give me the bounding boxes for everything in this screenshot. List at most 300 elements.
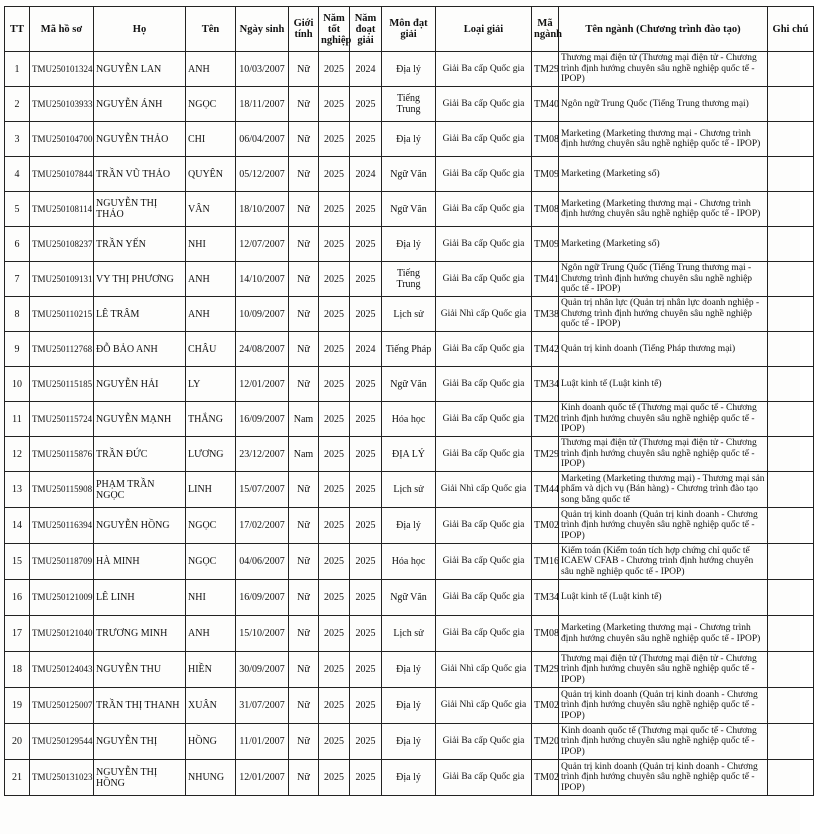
graduation-year-cell: 2025 [319,580,350,616]
major-code-cell: TM20 [532,402,559,437]
award-year-cell: 2025 [350,688,382,724]
birth-date-cell: 15/07/2007 [236,472,289,508]
major-code-cell: TM02 [532,508,559,544]
record-code-cell: TMU250109131 [30,262,94,297]
note-cell [768,402,814,437]
record-code-cell: TMU250104700 [30,122,94,157]
table-row [5,262,814,297]
birth-date-cell: 18/11/2007 [236,87,289,122]
graduation-year-cell: 2025 [319,297,350,332]
header-ghi-chu: Ghi chú [768,7,814,52]
header-nam-tot-nghiep: Năm tốt nghiệp [319,7,350,52]
major-name-cell: Ngôn ngữ Trung Quốc (Tiếng Trung thương mại - Chương trình định hướng chuyên sâu nghề nghiệp quốc tế - IPOP) [559,262,768,297]
award-subject-cell: Hóa học [382,544,436,580]
family-name-cell: HÀ MINH [94,544,186,580]
award-type-cell: Giải Ba cấp Quốc gia [436,760,532,796]
family-name-cell: TRẦN VŨ THẢO [94,157,186,192]
record-code-cell: TMU250108114 [30,192,94,227]
family-name-cell: TRẦN THỊ THANH [94,688,186,724]
table-row [5,87,814,122]
family-name-cell: NGUYỄN ÁNH [94,87,186,122]
graduation-year-cell: 2025 [319,87,350,122]
record-code-cell: TMU250108237 [30,227,94,262]
award-year-cell: 2024 [350,52,382,87]
record-code-cell: TMU250131023 [30,760,94,796]
family-name-cell: PHẠM TRẦN NGỌC [94,472,186,508]
birth-date-cell: 14/10/2007 [236,262,289,297]
given-name-cell: LY [186,367,236,402]
family-name-cell: NGUYỄN THẢO [94,122,186,157]
family-name-cell: VY THỊ PHƯƠNG [94,262,186,297]
award-type-cell: Giải Nhì cấp Quốc gia [436,688,532,724]
note-cell [768,616,814,652]
birth-date-cell: 24/08/2007 [236,332,289,367]
award-type-cell: Giải Ba cấp Quốc gia [436,544,532,580]
graduation-year-cell: 2025 [319,262,350,297]
major-code-cell: TM02 [532,688,559,724]
award-type-cell: Giải Ba cấp Quốc gia [436,52,532,87]
gender-cell: Nam [289,437,319,472]
note-cell [768,367,814,402]
note-cell [768,297,814,332]
award-year-cell: 2024 [350,157,382,192]
family-name-cell: NGUYỄN HẢI [94,367,186,402]
major-name-cell: Quản trị kinh doanh (Quản trị kinh doanh - Chương trình định hướng chuyên sâu nghề nghiệp quốc tế - IPOP) [559,688,768,724]
table-row [5,437,814,472]
given-name-cell: LINH [186,472,236,508]
awards-table [4,6,814,796]
birth-date-cell: 06/04/2007 [236,122,289,157]
graduation-year-cell: 2025 [319,52,350,87]
award-type-cell: Giải Ba cấp Quốc gia [436,580,532,616]
record-code-cell: TMU250118709 [30,544,94,580]
row-number-cell: 10 [5,367,30,402]
row-number-cell: 12 [5,437,30,472]
award-type-cell: Giải Nhì cấp Quốc gia [436,297,532,332]
given-name-cell: LƯƠNG [186,437,236,472]
birth-date-cell: 11/01/2007 [236,724,289,760]
header-ma-ho-so: Mã hồ sơ [30,7,94,52]
note-cell [768,122,814,157]
table-row [5,52,814,87]
award-subject-cell: Địa lý [382,122,436,157]
row-number-cell: 5 [5,192,30,227]
note-cell [768,472,814,508]
graduation-year-cell: 2025 [319,192,350,227]
row-number-cell: 6 [5,227,30,262]
major-code-cell: TM08 [532,122,559,157]
header-loai-giai: Loại giải [436,7,532,52]
gender-cell: Nữ [289,580,319,616]
row-number-cell: 15 [5,544,30,580]
award-subject-cell: ĐỊA LÝ [382,437,436,472]
award-subject-cell: Địa lý [382,688,436,724]
award-year-cell: 2025 [350,192,382,227]
given-name-cell: NGỌC [186,87,236,122]
graduation-year-cell: 2025 [319,402,350,437]
award-subject-cell: Địa lý [382,652,436,688]
major-code-cell: TM42 [532,332,559,367]
major-name-cell: Marketing (Marketing số) [559,157,768,192]
birth-date-cell: 05/12/2007 [236,157,289,192]
given-name-cell: CHÂU [186,332,236,367]
graduation-year-cell: 2025 [319,367,350,402]
award-type-cell: Giải Ba cấp Quốc gia [436,87,532,122]
note-cell [768,52,814,87]
table-row [5,402,814,437]
birth-date-cell: 16/09/2007 [236,402,289,437]
header-mon-dat-giai: Môn đạt giải [382,7,436,52]
given-name-cell: NHI [186,227,236,262]
table-row [5,688,814,724]
award-year-cell: 2025 [350,724,382,760]
record-code-cell: TMU250115908 [30,472,94,508]
gender-cell: Nữ [289,616,319,652]
row-number-cell: 1 [5,52,30,87]
award-subject-cell: Lịch sử [382,616,436,652]
row-number-cell: 17 [5,616,30,652]
award-year-cell: 2025 [350,262,382,297]
major-code-cell: TM09 [532,227,559,262]
table-row [5,297,814,332]
gender-cell: Nữ [289,508,319,544]
major-code-cell: TM02 [532,760,559,796]
birth-date-cell: 16/09/2007 [236,580,289,616]
major-code-cell: TM38 [532,297,559,332]
major-name-cell: Quản trị kinh doanh (Quản trị kinh doanh - Chương trình định hướng chuyên sâu nghề nghiệp quốc tế - IPOP) [559,760,768,796]
gender-cell: Nữ [289,297,319,332]
award-type-cell: Giải Ba cấp Quốc gia [436,262,532,297]
major-code-cell: TM29 [532,652,559,688]
major-code-cell: TM09 [532,157,559,192]
major-name-cell: Quản trị nhân lực (Quản trị nhân lực doanh nghiệp - Chương trình định hướng chuyên sâu nghề nghiệp quốc tế - IPOP) [559,297,768,332]
award-type-cell: Giải Ba cấp Quốc gia [436,332,532,367]
gender-cell: Nữ [289,262,319,297]
note-cell [768,652,814,688]
gender-cell: Nữ [289,688,319,724]
birth-date-cell: 10/03/2007 [236,52,289,87]
major-name-cell: Quản trị kinh doanh (Quản trị kinh doanh - Chương trình định hướng chuyên sâu nghề nghiệp quốc tế - IPOP) [559,508,768,544]
birth-date-cell: 18/10/2007 [236,192,289,227]
gender-cell: Nữ [289,760,319,796]
note-cell [768,760,814,796]
graduation-year-cell: 2025 [319,760,350,796]
table-body [5,52,814,796]
award-type-cell: Giải Ba cấp Quốc gia [436,402,532,437]
header-ho: Họ [94,7,186,52]
award-subject-cell: Hóa học [382,402,436,437]
header-tt: TT [5,7,30,52]
major-name-cell: Luật kinh tế (Luật kinh tế) [559,367,768,402]
row-number-cell: 18 [5,652,30,688]
birth-date-cell: 10/09/2007 [236,297,289,332]
graduation-year-cell: 2025 [319,437,350,472]
graduation-year-cell: 2025 [319,332,350,367]
birth-date-cell: 17/02/2007 [236,508,289,544]
award-year-cell: 2025 [350,652,382,688]
birth-date-cell: 12/01/2007 [236,367,289,402]
family-name-cell: TRẦN ĐỨC [94,437,186,472]
gender-cell: Nữ [289,544,319,580]
gender-cell: Nữ [289,367,319,402]
table-row [5,192,814,227]
family-name-cell: LÊ TRÂM [94,297,186,332]
gender-cell: Nữ [289,52,319,87]
given-name-cell: THẮNG [186,402,236,437]
family-name-cell: NGUYỄN HỒNG [94,508,186,544]
award-year-cell: 2025 [350,227,382,262]
row-number-cell: 9 [5,332,30,367]
given-name-cell: QUYÊN [186,157,236,192]
award-type-cell: Giải Ba cấp Quốc gia [436,227,532,262]
major-name-cell: Thương mại điện tử (Thương mại điện tử - Chương trình định hướng chuyên sâu nghề nghiệp quốc tế - IPOP) [559,652,768,688]
family-name-cell: TRƯƠNG MINH [94,616,186,652]
header-ten-nganh: Tên ngành (Chương trình đào tạo) [559,7,768,52]
row-number-cell: 4 [5,157,30,192]
record-code-cell: TMU250101324 [30,52,94,87]
record-code-cell: TMU250121040 [30,616,94,652]
row-number-cell: 11 [5,402,30,437]
birth-date-cell: 23/12/2007 [236,437,289,472]
major-name-cell: Luật kinh tế (Luật kinh tế) [559,580,768,616]
given-name-cell: HIỀN [186,652,236,688]
record-code-cell: TMU250112768 [30,332,94,367]
award-subject-cell: Ngữ Văn [382,367,436,402]
gender-cell: Nữ [289,87,319,122]
note-cell [768,508,814,544]
award-year-cell: 2024 [350,332,382,367]
award-subject-cell: Địa lý [382,227,436,262]
gender-cell: Nữ [289,472,319,508]
graduation-year-cell: 2025 [319,227,350,262]
major-code-cell: TM16 [532,544,559,580]
record-code-cell: TMU250116394 [30,508,94,544]
graduation-year-cell: 2025 [319,472,350,508]
family-name-cell: NGUYỄN THỊ THẢO [94,192,186,227]
award-subject-cell: Lịch sử [382,297,436,332]
record-code-cell: TMU250110215 [30,297,94,332]
given-name-cell: ANH [186,52,236,87]
family-name-cell: NGUYỄN THỊ [94,724,186,760]
major-name-cell: Quản trị kinh doanh (Tiếng Pháp thương mại) [559,332,768,367]
gender-cell: Nữ [289,157,319,192]
note-cell [768,688,814,724]
award-subject-cell: Lịch sử [382,472,436,508]
given-name-cell: NGỌC [186,508,236,544]
table-row [5,227,814,262]
row-number-cell: 7 [5,262,30,297]
family-name-cell: TRẦN YẾN [94,227,186,262]
award-year-cell: 2025 [350,367,382,402]
birth-date-cell: 12/07/2007 [236,227,289,262]
table-row [5,367,814,402]
note-cell [768,262,814,297]
table-row [5,472,814,508]
given-name-cell: XUÂN [186,688,236,724]
row-number-cell: 13 [5,472,30,508]
given-name-cell: NGỌC [186,544,236,580]
table-row [5,652,814,688]
award-year-cell: 2025 [350,122,382,157]
gender-cell: Nữ [289,332,319,367]
row-number-cell: 20 [5,724,30,760]
family-name-cell: NGUYỄN THỊ HỒNG [94,760,186,796]
row-number-cell: 14 [5,508,30,544]
row-number-cell: 2 [5,87,30,122]
row-number-cell: 21 [5,760,30,796]
gender-cell: Nữ [289,652,319,688]
table-row [5,760,814,796]
award-subject-cell: Địa lý [382,760,436,796]
major-name-cell: Kinh doanh quốc tế (Thương mại quốc tế - Chương trình định hướng chuyên sâu nghề nghiệp quốc tế - IPOP) [559,402,768,437]
award-year-cell: 2025 [350,87,382,122]
birth-date-cell: 15/10/2007 [236,616,289,652]
major-code-cell: TM40 [532,87,559,122]
given-name-cell: ANH [186,262,236,297]
record-code-cell: TMU250115876 [30,437,94,472]
award-type-cell: Giải Ba cấp Quốc gia [436,157,532,192]
award-year-cell: 2025 [350,616,382,652]
award-subject-cell: Địa lý [382,724,436,760]
major-code-cell: TM41 [532,262,559,297]
award-type-cell: Giải Ba cấp Quốc gia [436,616,532,652]
given-name-cell: ANH [186,297,236,332]
note-cell [768,227,814,262]
award-type-cell: Giải Nhì cấp Quốc gia [436,652,532,688]
table-row [5,580,814,616]
award-year-cell: 2025 [350,760,382,796]
award-subject-cell: Ngữ Văn [382,157,436,192]
family-name-cell: ĐỖ BẢO ANH [94,332,186,367]
note-cell [768,580,814,616]
note-cell [768,544,814,580]
birth-date-cell: 12/01/2007 [236,760,289,796]
family-name-cell: LÊ LINH [94,580,186,616]
gender-cell: Nam [289,402,319,437]
award-subject-cell: Địa lý [382,52,436,87]
major-name-cell: Kiểm toán (Kiểm toán tích hợp chứng chỉ quốc tế ICAEW CFAB - Chương trình định hướng chuyên sâu nghề nghiệp quốc tế - IPOP) [559,544,768,580]
note-cell [768,157,814,192]
major-name-cell: Marketing (Marketing số) [559,227,768,262]
family-name-cell: NGUYỄN MẠNH [94,402,186,437]
major-code-cell: TM08 [532,616,559,652]
table-row [5,157,814,192]
family-name-cell: NGUYỄN LAN [94,52,186,87]
major-code-cell: TM34 [532,367,559,402]
table-row [5,544,814,580]
table-row [5,508,814,544]
given-name-cell: NHI [186,580,236,616]
graduation-year-cell: 2025 [319,157,350,192]
row-number-cell: 19 [5,688,30,724]
award-subject-cell: Ngữ Văn [382,580,436,616]
record-code-cell: TMU250103933 [30,87,94,122]
major-name-cell: Marketing (Marketing thương mại - Chương trình định hướng chuyên sâu nghề nghiệp quốc tế - IPOP) [559,122,768,157]
record-code-cell: TMU250115724 [30,402,94,437]
table-row [5,122,814,157]
graduation-year-cell: 2025 [319,616,350,652]
note-cell [768,332,814,367]
major-name-cell: Thương mại điện tử (Thương mại điện tử - Chương trình định hướng chuyên sâu nghề nghiệp quốc tế - IPOP) [559,52,768,87]
award-year-cell: 2025 [350,508,382,544]
award-subject-cell: Tiếng Pháp [382,332,436,367]
award-type-cell: Giải Ba cấp Quốc gia [436,724,532,760]
major-code-cell: TM08 [532,192,559,227]
award-type-cell: Giải Ba cấp Quốc gia [436,508,532,544]
major-code-cell: TM29 [532,437,559,472]
header-ma-nganh: Mã ngành [532,7,559,52]
award-subject-cell: Tiếng Trung [382,262,436,297]
major-code-cell: TM44 [532,472,559,508]
award-type-cell: Giải Ba cấp Quốc gia [436,122,532,157]
graduation-year-cell: 2025 [319,724,350,760]
gender-cell: Nữ [289,227,319,262]
given-name-cell: ANH [186,616,236,652]
major-name-cell: Marketing (Marketing thương mại - Chương trình định hướng chuyên sâu nghề nghiệp quốc tế - IPOP) [559,616,768,652]
record-code-cell: TMU250115185 [30,367,94,402]
award-year-cell: 2025 [350,544,382,580]
note-cell [768,724,814,760]
record-code-cell: TMU250107844 [30,157,94,192]
award-year-cell: 2025 [350,402,382,437]
graduation-year-cell: 2025 [319,508,350,544]
gender-cell: Nữ [289,192,319,227]
award-year-cell: 2025 [350,297,382,332]
note-cell [768,87,814,122]
graduation-year-cell: 2025 [319,688,350,724]
family-name-cell: NGUYỄN THU [94,652,186,688]
record-code-cell: TMU250121009 [30,580,94,616]
row-number-cell: 8 [5,297,30,332]
gender-cell: Nữ [289,724,319,760]
award-type-cell: Giải Ba cấp Quốc gia [436,437,532,472]
award-subject-cell: Tiếng Trung [382,87,436,122]
table-header [5,7,814,52]
row-number-cell: 3 [5,122,30,157]
award-year-cell: 2025 [350,580,382,616]
header-gioi-tinh: Giới tính [289,7,319,52]
graduation-year-cell: 2025 [319,544,350,580]
record-code-cell: TMU250124043 [30,652,94,688]
given-name-cell: VÂN [186,192,236,227]
note-cell [768,192,814,227]
header-nam-doat-giai: Năm đoạt giải [350,7,382,52]
graduation-year-cell: 2025 [319,122,350,157]
major-name-cell: Marketing (Marketing thương mại) - Thương mại sản phẩm và dịch vụ (Bán hàng) - Chương trình đào tạo song bằng quốc tế [559,472,768,508]
major-name-cell: Kinh doanh quốc tế (Thương mại quốc tế - Chương trình định hướng chuyên sâu nghề nghiệp quốc tế - IPOP) [559,724,768,760]
major-name-cell: Marketing (Marketing thương mại - Chương trình định hướng chuyên sâu nghề nghiệp quốc tế - IPOP) [559,192,768,227]
major-code-cell: TM29 [532,52,559,87]
record-code-cell: TMU250129544 [30,724,94,760]
award-subject-cell: Ngữ Văn [382,192,436,227]
award-type-cell: Giải Ba cấp Quốc gia [436,367,532,402]
major-code-cell: TM20 [532,724,559,760]
major-code-cell: TM34 [532,580,559,616]
record-code-cell: TMU250125007 [30,688,94,724]
birth-date-cell: 04/06/2007 [236,544,289,580]
table-row [5,332,814,367]
major-name-cell: Ngôn ngữ Trung Quốc (Tiếng Trung thương mại) [559,87,768,122]
major-name-cell: Thương mại điện tử (Thương mại điện tử - Chương trình định hướng chuyên sâu nghề nghiệp quốc tế - IPOP) [559,437,768,472]
header-ngay-sinh: Ngày sinh [236,7,289,52]
table-row [5,724,814,760]
given-name-cell: HỒNG [186,724,236,760]
award-type-cell: Giải Ba cấp Quốc gia [436,192,532,227]
graduation-year-cell: 2025 [319,652,350,688]
birth-date-cell: 31/07/2007 [236,688,289,724]
given-name-cell: NHUNG [186,760,236,796]
birth-date-cell: 30/09/2007 [236,652,289,688]
